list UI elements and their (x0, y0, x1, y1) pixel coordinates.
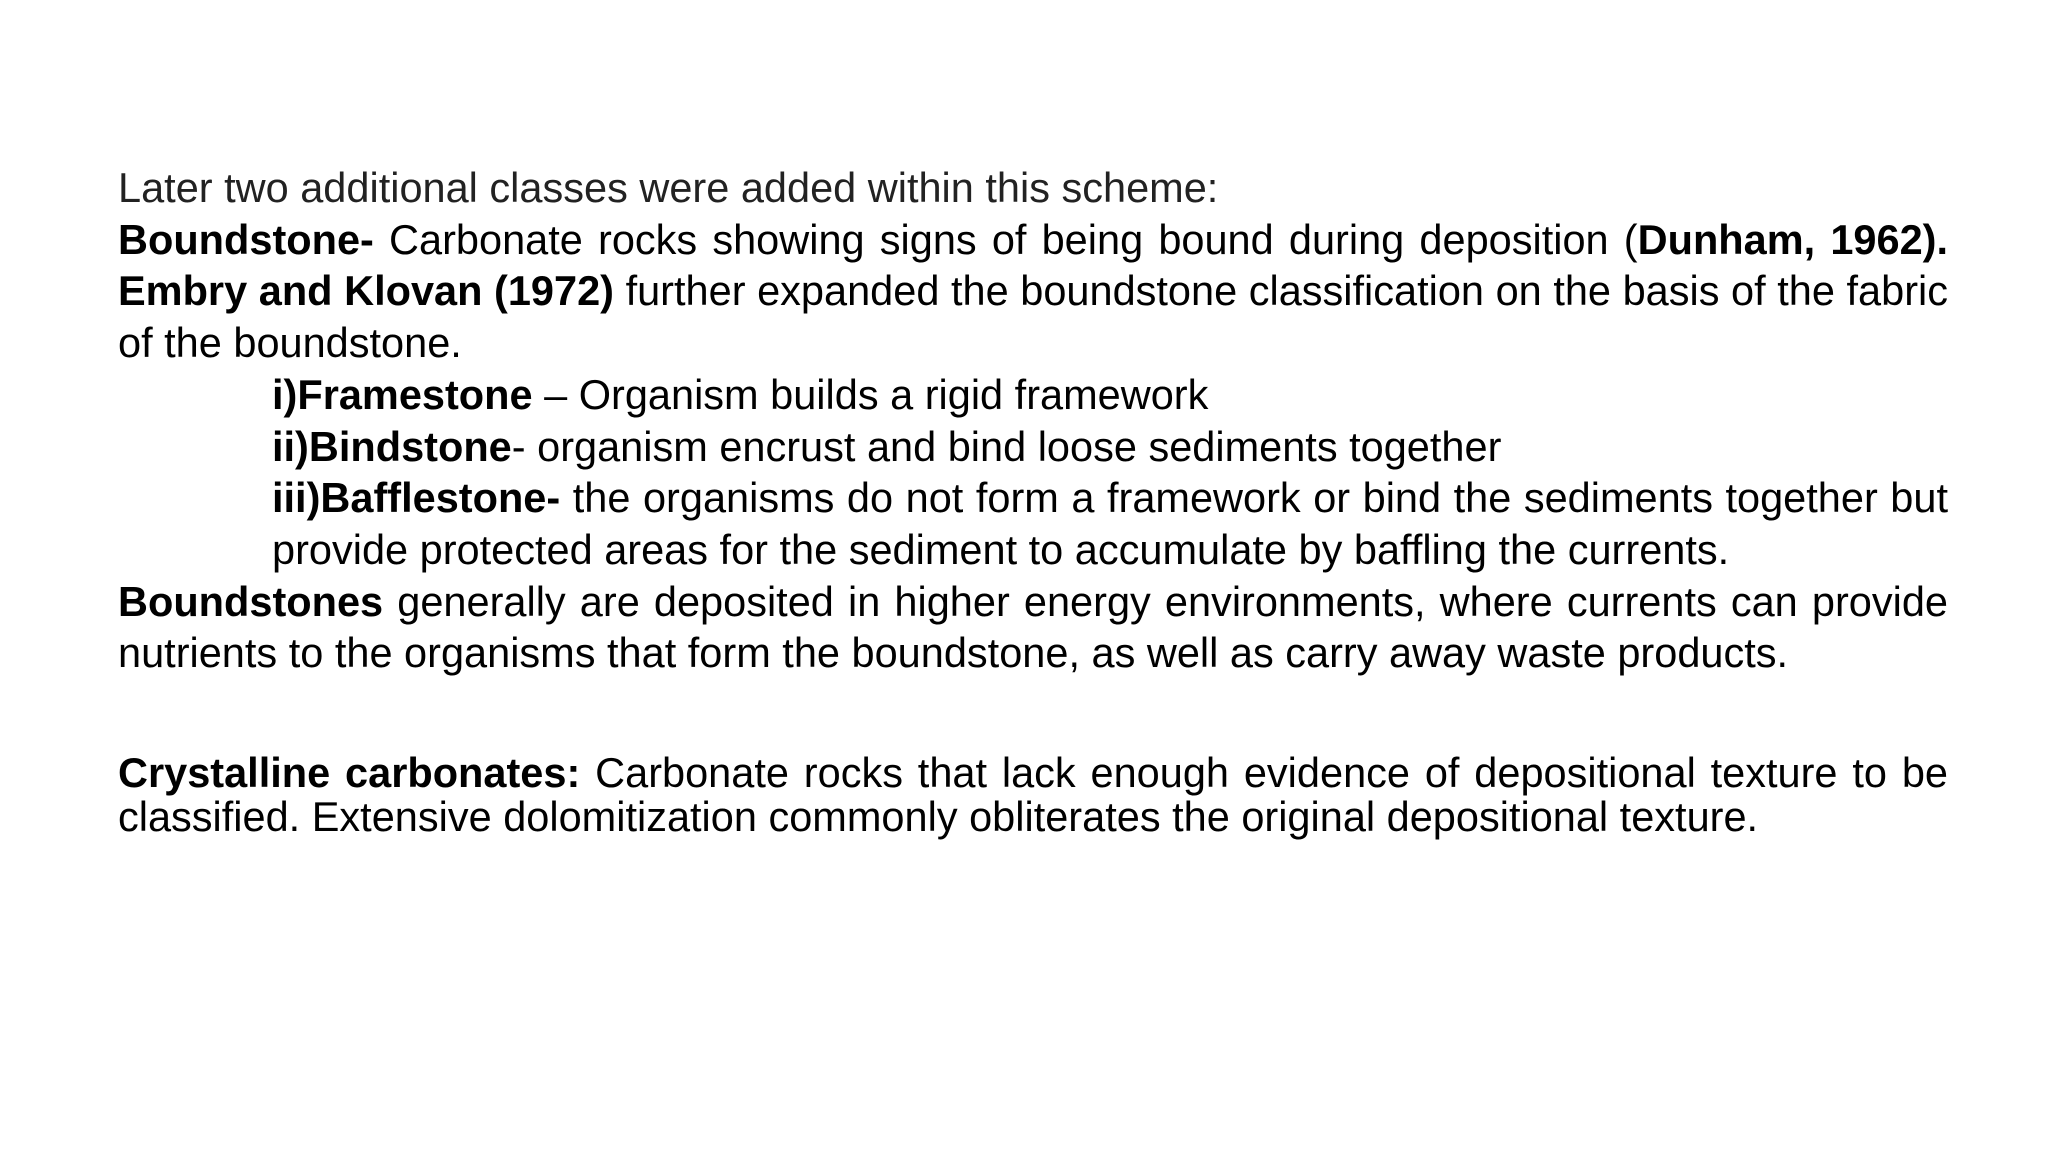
bafflestone-text: the organisms do not form a framework or bind the sediments together but provide protected areas for the sediment to accumulate by baffling the currents. (272, 474, 1948, 573)
boundstone-subtype-list (118, 369, 1948, 576)
embry-klovan-citation: Embry and Klovan (1972) (118, 267, 614, 315)
list-item-bindstone (272, 421, 1948, 473)
bafflestone-term: iii)Bafflestone- (272, 474, 561, 522)
boundstones-text: generally are deposited in higher energy environments, where currents can provide nutrients to the organisms that form the boundstone, as well as carry away waste products. (118, 577, 1948, 677)
bindstone-term: ii)Bindstone (272, 422, 512, 470)
bindstone-text: - organism encrust and bind loose sediments together (511, 422, 1502, 470)
boundstone-text-1: Carbonate rocks showing signs of being bound during deposition ( (373, 215, 1638, 263)
framestone-text: – Organism builds a rigid framework (532, 370, 1209, 418)
framestone-term: i)Framestone (272, 370, 533, 418)
boundstones-term: Boundstones (118, 577, 384, 625)
crystalline-text: Carbonate rocks that lack enough evidence of depositional texture to be classified. Extensive dolomitization commonly obliterates the original depositional texture. (118, 749, 1948, 841)
crystalline-term: Crystalline carbonates: (118, 749, 581, 797)
list-item-bafflestone (272, 472, 1948, 575)
paragraph-gap (118, 679, 1948, 751)
list-item-framestone (272, 369, 1948, 421)
slide-content (118, 162, 1948, 839)
boundstones-paragraph (118, 576, 1948, 679)
boundstone-text-3: further expanded the boundstone classification on the basis of the fabric of the boundstone. (118, 267, 1948, 367)
intro-line: Later two additional classes were added within this scheme: (118, 164, 1219, 211)
boundstone-term: Boundstone- (118, 215, 374, 263)
boundstone-paragraph (118, 214, 1948, 369)
dunham-citation: Dunham, 1962). (1637, 215, 1948, 263)
crystalline-paragraph (118, 751, 1948, 839)
